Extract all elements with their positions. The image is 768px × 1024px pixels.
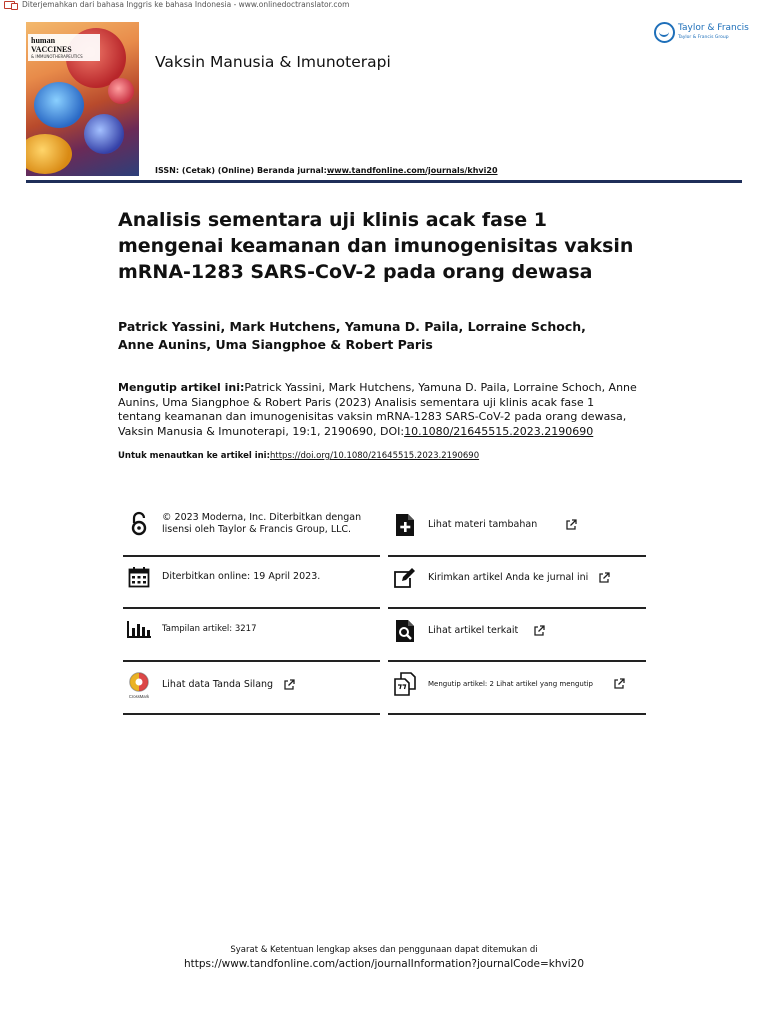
journal-cover [26,22,139,176]
article-doi-url[interactable]: https://doi.org/10.1080/21645515.2023.2190690 [270,451,480,461]
search-document-icon [392,618,418,644]
supplementary-material-link[interactable] [392,499,647,551]
citation-block [118,381,638,439]
doi-link[interactable]: 10.1080/21645515.2023.2190690 [404,424,594,438]
cover-subtitle: & IMMUNOTHERAPEUTICS [31,54,83,59]
crossmark-link[interactable] [126,659,381,711]
submit-article-text: Kirimkan artikel Anda ke jurnal ini [428,572,589,583]
related-articles-text: Lihat artikel terkait [428,625,519,636]
calendar-icon [126,564,152,590]
citing-articles-text: Mengutip artikel: 2 Lihat artikel yang mengutip [428,680,593,688]
journal-title: Vaksin Manusia & Imunoterapi [155,53,391,71]
citing-articles-link[interactable] [392,658,647,710]
taylor-francis-logo-icon [654,22,675,43]
publisher-group: Taylor & Francis Group [678,34,729,40]
external-link-icon [598,572,610,584]
add-document-icon [392,512,418,538]
svg-text:CrossMark: CrossMark [128,694,150,699]
external-link-icon [283,679,295,691]
divider [388,713,646,715]
terms-link[interactable]: https://www.tandfonline.com/action/journalInformation?journalCode=khvi20 [183,958,585,970]
header-divider [26,180,742,183]
terms-text: Syarat & Ketentuan lengkap akses dan penggunaan dapat ditemukan di [230,945,538,955]
translate-icon [4,1,15,9]
published-date-info [126,551,381,603]
citation-text: Patrick Yassini, Mark Hutchens, Yamuna D. Paila, Lorraine Schoch, Anne Aunins, Uma Siangphoe & Robert Paris (2023) Analisis sementara uji klinis acak fase 1 tentang keamanan dan imunogenisitas vaksin mRNA-1283 SARS-CoV-2 pada orang dewasa, Vaksin Manusia & Imunoterapi, 19:1, 2190690, DOI: [118,381,637,438]
external-link-icon [613,678,625,690]
article-link-line [118,451,479,461]
license-info [126,498,381,550]
external-link-icon [533,625,545,637]
issn-line [155,166,498,175]
article-views-info [126,603,381,655]
supplementary-material-text: Lihat materi tambahan [428,519,538,530]
citations-icon [392,671,418,697]
external-link-icon [565,519,577,531]
cover-title: human VACCINES [31,36,72,54]
crossmark-text: Lihat data Tanda Silang [162,679,274,690]
article-authors: Patrick Yassini, Mark Hutchens, Yamuna D. Paila, Lorraine Schoch, Anne Aunins, Uma Siangphoe & Robert Paris [118,319,586,352]
publisher-name: Taylor & Francis [678,22,749,33]
translator-note[interactable] [4,0,349,9]
article-views-text: Tampilan artikel: 3217 [162,624,257,634]
crossmark-icon [126,672,152,698]
submit-article-link[interactable] [392,552,647,604]
edit-icon [392,565,418,591]
citation-label: Mengutip artikel ini: [118,381,245,394]
license-text: © 2023 Moderna, Inc. Diterbitkan dengan lisensi oleh Taylor & Francis Group, LLC. [162,512,362,535]
published-date-text: Diterbitkan online: 19 April 2023. [162,571,321,582]
cover-masthead [28,34,100,61]
related-articles-link[interactable] [392,605,647,657]
divider [123,713,380,715]
open-access-icon [126,511,152,537]
publisher-logo[interactable] [654,22,749,43]
journal-homepage-link[interactable]: www.tandfonline.com/journals/khvi20 [326,166,498,175]
translator-note-text: Diterjemahkan dari bahasa Inggris ke bahasa Indonesia - www.onlinedoctranslator.com [22,0,350,9]
issn-label: ISSN: (Cetak) (Online) Beranda jurnal: [155,166,327,175]
article-title: Analisis sementara uji klinis acak fase 1 mengenai keamanan dan imunogenisitas vaksin mRNA-1283 SARS-CoV-2 pada orang dewasa [118,209,634,283]
article-link-label: Untuk menautkan ke artikel ini: [118,451,270,461]
bar-chart-icon [126,616,152,642]
